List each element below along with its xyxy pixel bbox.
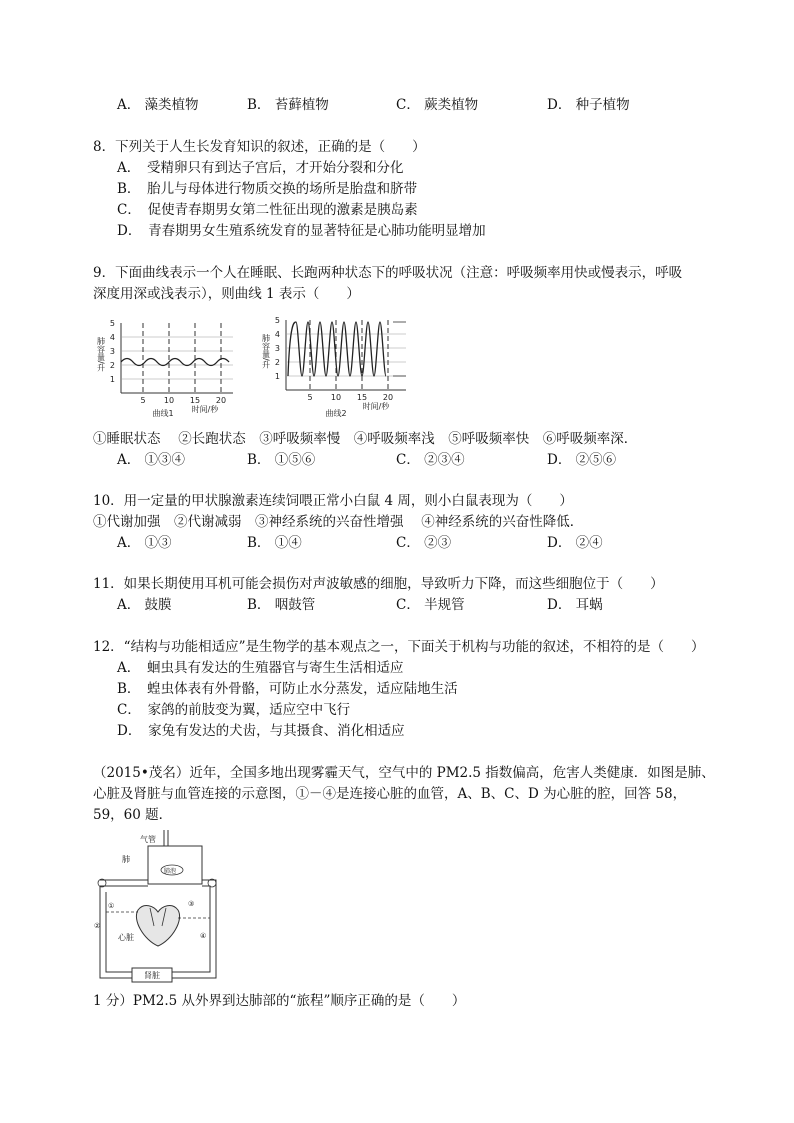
q8-option-a: A． 受精卵只有到达子宫后，才开始分裂和分化 xyxy=(117,160,404,176)
chart1-xtick-5: 5 xyxy=(140,396,146,405)
q12-option-b: B． 蝗虫体表有外骨骼，可防止水分蒸发，适应陆地生活 xyxy=(117,681,458,697)
q10-option-d: D． ②④ xyxy=(547,535,603,551)
q10-stem: 10．用一定量的甲状腺激素连续饲喂正常小白鼠 4 周，则小白鼠表现为（ ） xyxy=(93,493,573,509)
q58-stem: 1 分）PM2.5 从外界到达肺部的“旅程”顺序正确的是（ ） xyxy=(93,993,466,1009)
vessel-label-3: ③ xyxy=(188,900,195,908)
alveoli-label: 肺泡 xyxy=(164,868,177,875)
q9-choices-line: ①睡眠状态 ②长跑状态 ③呼吸频率慢 ④呼吸频率浅 ⑤呼吸频率快 ⑥呼吸频率深． xyxy=(93,431,638,447)
chart1-dashed-markers xyxy=(143,323,221,393)
q10-option-b: B． ①④ xyxy=(247,535,302,551)
q7-option-c: C． 蕨类植物 xyxy=(396,97,479,113)
chart2-ytick-4: 4 xyxy=(274,330,280,339)
vessel-label-4: ④ xyxy=(200,932,207,940)
breathing-chart-1 xyxy=(93,315,243,420)
q11-option-a: A． 鼓膜 xyxy=(117,597,172,613)
lung-label: 肺 xyxy=(122,855,130,864)
q12-stem: 12．“结构与功能相适应”是生物学的基本观点之一，下面关于机构与功能的叙述，不相符的是（ ） xyxy=(93,639,705,655)
q9-option-d: D． ②⑤⑥ xyxy=(547,452,617,468)
q8-stem: 8．下列关于人生长发育知识的叙述，正确的是（ ） xyxy=(93,139,426,155)
q11-option-d: D． 耳蜗 xyxy=(547,597,603,613)
chart2-xtick-15: 15 xyxy=(356,393,368,402)
circulation-diagram xyxy=(92,828,222,988)
chart1-ytick-2: 2 xyxy=(109,361,115,370)
chart1-curve xyxy=(121,359,229,366)
q10-choices-line: ①代谢加强 ②代谢减弱 ③神经系统的兴奋性增强 ④神经系统的兴奋性降低． xyxy=(93,514,584,530)
chart1-ytick-3: 3 xyxy=(109,347,115,356)
q8-option-b: B． 胎儿与母体进行物质交换的场所是胎盘和脐带 xyxy=(117,181,418,197)
chart1-xlabel: 时间/秒 xyxy=(191,405,219,414)
vessel-label-1: ① xyxy=(108,902,115,910)
chart2-xlabel: 时间/秒 xyxy=(362,402,390,411)
chart1-ytick-5: 5 xyxy=(109,319,115,328)
chart1-caption: 曲线1 xyxy=(152,409,174,418)
chart2-ytick-3: 3 xyxy=(274,344,280,353)
heart-label: 心脏 xyxy=(118,933,134,942)
q10-option-c: C． ②③ xyxy=(396,535,452,551)
kidney-label: 肾脏 xyxy=(144,971,160,980)
q10-option-a: A． ①③ xyxy=(117,535,172,551)
q12-option-a: A． 蛔虫具有发达的生殖器官与寄生生活相适应 xyxy=(117,660,404,676)
chart2-ytick-2: 2 xyxy=(274,358,280,367)
chart2-caption: 曲线2 xyxy=(325,409,347,418)
q7-option-d: D． 种子植物 xyxy=(547,97,630,113)
chart2-xtick-10: 10 xyxy=(330,393,342,402)
q9-stem-line1: 9．下面曲线表示一个人在睡眠、长跑两种状态下的呼吸状况（注意：呼吸频率用快或慢表示，呼吸 xyxy=(93,265,683,281)
passage-line-2: 心脏及肾脏与血管连接的示意图，①－④是连接心脏的血管，A、B、C、D 为心脏的腔，回答 58， xyxy=(93,786,687,802)
chart1-ytick-1: 1 xyxy=(109,375,115,384)
q9-option-b: B． ①⑤⑥ xyxy=(247,452,316,468)
q7-option-a: A． 藻类植物 xyxy=(117,97,199,113)
vessel-label-2: ② xyxy=(94,922,101,930)
chart2-ylabel: 肺容量/升 xyxy=(261,334,271,369)
q7-option-b: B． 苔藓植物 xyxy=(247,97,329,113)
chart1-ylabel: 肺容量/升 xyxy=(96,337,106,372)
chart1-xtick-15: 15 xyxy=(189,396,201,405)
heart-shape xyxy=(136,906,179,946)
passage-line-1: （2015•茂名）近年，全国多地出现雾霾天气，空气中的 PM2.5 指数偏高，危害人类健康．如图是肺、 xyxy=(93,765,715,781)
chart1-xtick-20: 20 xyxy=(215,396,227,405)
chart1-ytick-4: 4 xyxy=(109,333,115,342)
q11-stem: 11．如果长期使用耳机可能会损伤对声波敏感的细胞，导致听力下降，而这些细胞位于（ ） xyxy=(93,576,664,592)
q12-option-c: C． 家鸽的前肢变为翼，适应空中飞行 xyxy=(117,702,351,718)
passage-line-3: 59，60 题． xyxy=(93,807,173,823)
chart2-curve xyxy=(288,322,386,376)
chart1-xtick-10: 10 xyxy=(163,396,175,405)
q11-option-b: B． 咽鼓管 xyxy=(247,597,316,613)
chart2-ytick-1: 1 xyxy=(274,372,280,381)
chart2-ytick-5: 5 xyxy=(274,316,280,325)
q9-option-c: C． ②③④ xyxy=(396,452,465,468)
chart2-xtick-5: 5 xyxy=(307,393,313,402)
q11-option-c: C． 半规管 xyxy=(396,597,465,613)
q12-option-d: D． 家兔有发达的犬齿，与其摄食、消化相适应 xyxy=(117,723,405,739)
q9-stem-line2: 深度用深或浅表示），则曲线 1 表示（ ） xyxy=(93,286,360,302)
q9-option-a: A． ①③④ xyxy=(117,452,186,468)
q8-option-d: D． 青春期男女生殖系统发育的显著特征是心肺功能明显增加 xyxy=(117,223,486,239)
chart1-axes xyxy=(121,323,233,393)
breathing-chart-2 xyxy=(258,312,418,420)
airway-label: 气管 xyxy=(140,835,156,844)
q8-option-c: C． 促使青春期男女第二性征出现的激素是胰岛素 xyxy=(117,202,418,218)
chart2-xtick-20: 20 xyxy=(382,393,394,402)
